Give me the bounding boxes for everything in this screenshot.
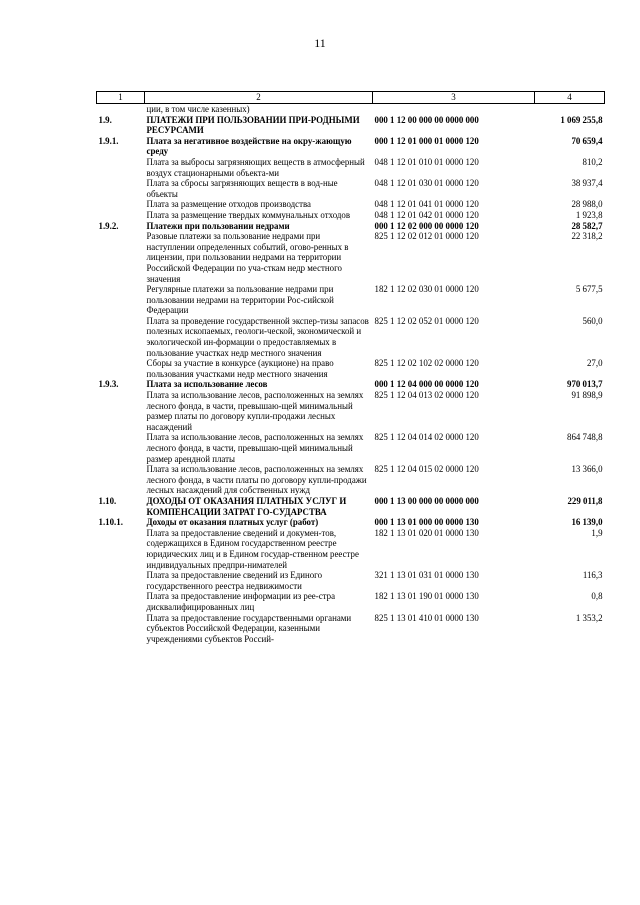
row-name: ДОХОДЫ ОТ ОКАЗАНИЯ ПЛАТНЫХ УСЛУГ И КОМПЕНСАЦИИ ЗАТРАТ ГО-СУДАРСТВА: [146, 495, 347, 517]
row-code: 048 1 12 01 042 01 0000 120: [374, 209, 479, 220]
row-number: [97, 358, 145, 379]
row-name: ции, в том числе казенных): [146, 104, 250, 114]
row-code: 825 1 13 01 410 01 0000 130: [374, 612, 479, 623]
row-code: 000 1 12 00 000 00 0000 000: [374, 114, 479, 125]
row-number: 1.9.: [98, 114, 112, 125]
table-row: [97, 157, 605, 178]
row-code: 000 1 12 04 000 00 0000 120: [374, 379, 479, 390]
row-code: 048 1 12 01 041 01 0000 120: [374, 199, 479, 210]
row-code: 048 1 12 01 030 01 0000 120: [374, 178, 479, 189]
row-amount: 1 923,8: [575, 209, 603, 220]
table-row: [97, 104, 605, 115]
table-row: [97, 496, 605, 517]
row-amount: 27,0: [586, 358, 603, 369]
row-amount: 16 139,0: [571, 517, 603, 528]
row-number: 1.10.1.: [98, 517, 123, 528]
table-row: [97, 210, 605, 221]
table-row: [97, 390, 605, 432]
row-code: 321 1 13 01 031 01 0000 130: [374, 570, 479, 581]
row-name: Плата за размещение отходов производства: [146, 199, 311, 210]
row-amount: 810,2: [582, 156, 603, 167]
row-name: Платежи при пользовании недрами: [146, 220, 290, 231]
row-name: Плата за использование лесов, расположенных на землях лесного фонда, в части, превышаю-щей минимальный размер арендной платы: [146, 432, 364, 464]
row-amount: 1 353,2: [575, 612, 603, 623]
row-amount: 5 677,5: [575, 284, 603, 295]
row-amount: 864 748,8: [567, 432, 603, 443]
row-code: 182 1 13 01 190 01 0000 130: [374, 591, 479, 602]
row-amount: 1 069 255,8: [560, 114, 603, 125]
table-row: [97, 231, 605, 284]
row-number: [97, 104, 145, 115]
row-code: 825 1 12 02 052 01 0000 120: [374, 315, 479, 326]
page-number: 11: [314, 36, 326, 50]
table-row: [97, 115, 605, 136]
row-code: 000 1 12 02 000 00 0000 120: [374, 220, 479, 231]
table-row: [97, 358, 605, 379]
row-number: 1.9.1.: [98, 135, 119, 146]
column-header-2: 2: [145, 92, 373, 104]
table-row: [97, 379, 605, 390]
table-row: [97, 178, 605, 199]
row-number: [97, 591, 145, 612]
row-name: Доходы от оказания платных услуг (работ): [146, 517, 319, 528]
row-name: Разовые платежи за пользование недрами при наступлении определенных событий, огово-ренных в лицензии, при пользовании недрами на территории Российской Федерации по уча-сткам недр местного значения: [146, 231, 349, 284]
row-name: Плата за использование лесов, расположенных на землях лесного фонда, в части платы по договору купли-продажи лесных насаждений для собственных нужд: [146, 464, 367, 496]
row-amount: [535, 104, 605, 115]
row-code: 000 1 12 01 000 01 0000 120: [374, 135, 479, 146]
table-row: [97, 464, 605, 496]
row-name: Плата за негативное воздействие на окру-жающую среду: [146, 135, 352, 157]
row-code: 825 1 12 04 014 02 0000 120: [374, 432, 479, 443]
row-amount: 0,8: [591, 591, 603, 602]
row-number: [97, 231, 145, 284]
row-amount: 560,0: [582, 315, 603, 326]
row-amount: 229 011,8: [567, 495, 603, 506]
row-name: Плата за размещение твердых коммунальных отходов: [146, 209, 351, 220]
table-row: [97, 432, 605, 464]
column-header-3: 3: [373, 92, 535, 104]
row-number: [97, 570, 145, 591]
row-code: 000 1 13 00 000 00 0000 000: [374, 495, 479, 506]
table-row: [97, 528, 605, 570]
row-name: Плата за предоставление сведений и докумен-тов, содержащихся в Едином государственном реестре юридических лиц и в Едином государ-ственном реестре индивидуальных предпри-нимателей: [146, 527, 359, 570]
table-row: [97, 136, 605, 157]
row-number: [97, 613, 145, 645]
row-amount: 28 988,0: [571, 199, 603, 210]
row-amount: 1,9: [591, 527, 603, 538]
row-name: Сборы за участие в конкурсе (аукционе) на право пользования участками недр местного значения: [146, 358, 334, 379]
row-number: 1.9.3.: [98, 379, 119, 390]
row-name: Регулярные платежи за пользование недрами при пользовании недрами на территории Рос-сийской Федерации: [146, 284, 334, 316]
row-number: [97, 390, 145, 432]
row-name: Плата за использование лесов: [146, 379, 268, 390]
row-name: Плата за выбросы загрязняющих веществ в атмосферный воздух стационарными объекта-ми: [146, 156, 365, 178]
row-name: ПЛАТЕЖИ ПРИ ПОЛЬЗОВАНИИ ПРИ-РОДНЫМИ РЕСУРСАМИ: [146, 114, 360, 136]
row-code: [373, 104, 535, 115]
row-number: [97, 316, 145, 358]
row-number: [97, 157, 145, 178]
row-code: 825 1 12 04 013 02 0000 120: [374, 390, 479, 401]
row-code: 825 1 12 02 102 02 0000 120: [374, 358, 479, 369]
row-name: Плата за предоставление сведений из Единого государственного реестра недвижимости: [146, 570, 323, 591]
table-row: [97, 591, 605, 612]
row-code: 825 1 12 04 015 02 0000 120: [374, 464, 479, 475]
column-header-1: 1: [97, 92, 145, 104]
table-body: [97, 104, 605, 645]
row-amount: 13 366,0: [571, 464, 603, 475]
row-number: [97, 178, 145, 199]
table-row: [97, 570, 605, 591]
row-amount: 970 013,7: [567, 379, 603, 390]
row-amount: 116,3: [582, 570, 603, 581]
row-number: [97, 284, 145, 316]
row-name: Плата за сбросы загрязняющих веществ в вод-ные объекты: [146, 178, 338, 199]
table-header-row: [97, 92, 605, 104]
row-number: [97, 432, 145, 464]
row-name: Плата за использование лесов, расположенных на землях лесного фонда, в части, превышаю-щей минимальный размер платы по договору купли-продажи лесных насаждений: [146, 390, 364, 432]
row-name: Плата за предоставление информации из рее-стра дисквалифицированных лиц: [146, 591, 336, 612]
table-row: [97, 316, 605, 358]
row-number: [97, 210, 145, 221]
table-row: [97, 284, 605, 316]
row-number: [97, 464, 145, 496]
row-number: [97, 199, 145, 210]
row-name: Плата за проведение государственной экспер-тизы запасов полезных ископаемых, геологи-ческой, экономической и экологической ин-формации о предоставляемых в пользование участках недр местного значения: [146, 315, 369, 358]
row-name: Плата за предоставление государственными органами субъектов Российской Федерации, казенными учреждениями субъектов Россий-: [146, 612, 352, 644]
row-code: 048 1 12 01 010 01 0000 120: [374, 156, 479, 167]
row-code: 000 1 13 01 000 00 0000 130: [374, 517, 479, 528]
table-row: [97, 199, 605, 210]
row-amount: 28 582,7: [571, 220, 603, 231]
table-row: [97, 221, 605, 232]
row-amount: 22 318,2: [571, 231, 603, 242]
row-code: 182 1 12 02 030 01 0000 120: [374, 284, 479, 295]
row-amount: 70 659,4: [571, 135, 603, 146]
row-code: 182 1 13 01 020 01 0000 130: [374, 527, 479, 538]
row-number: 1.9.2.: [98, 220, 119, 231]
column-header-4: 4: [535, 92, 605, 104]
table-row: [97, 613, 605, 645]
row-number: [97, 528, 145, 570]
row-number: 1.10.: [98, 495, 117, 506]
table-row: [97, 517, 605, 528]
row-code: 825 1 12 02 012 01 0000 120: [374, 231, 479, 242]
row-amount: 38 937,4: [571, 178, 603, 189]
row-amount: 91 898,9: [571, 390, 603, 401]
budget-table: [96, 91, 605, 644]
